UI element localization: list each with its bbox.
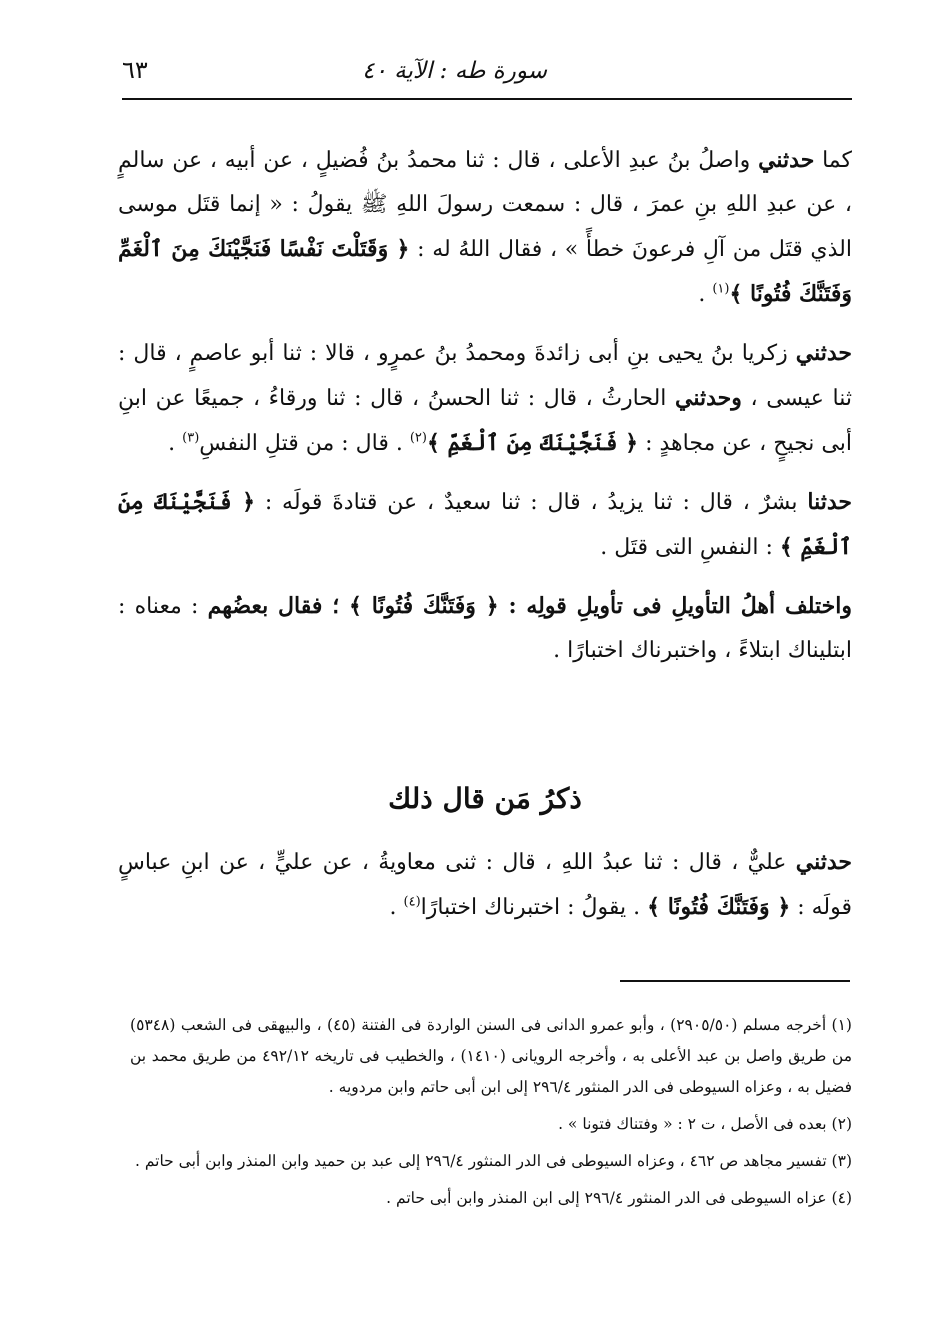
main-text [118, 138, 852, 673]
footnote-1: (١) أخرجه مسلم (٢٩٠٥/٥٠) ، وأبو عمرو الدانى فى السنن الواردة فى الفتنة (٤٥) ، والبيهقى فى الشعب (٥٣٤٨) من طريق واصل بن عبد الأعلى به ، وأخرجه الرويانى (١٤١٠) ، والخطيب فى تاريخه ٤٩٢/١٢ من طريق محمد بن فضيل به ، وعزاه السيوطى فى الدر المنثور ٢٩٦/٤ إلى ابن أبى حاتم وابن مردويه . [130, 1016, 853, 1096]
quran-verse: ﴿ وَقَتَلْتَ نَفْسًا فَنَجَّيْنَكَ مِنَ ٱلْغَمِّ وَفَتَنَّكَ فُتُونًا ﴾ [118, 236, 852, 307]
paragraph-5-lead: حدثني [795, 849, 852, 875]
footnote-divider [620, 980, 850, 982]
paragraph-3-text: بشرٌ ، قال : ثنا يزيدُ ، قال : ثنا سعيدٌ ، عن قتادةَ قولَه : [255, 490, 808, 515]
quran-verse: ﴿ وَفَتَنَّكَ فُتُونًا ﴾ [339, 593, 509, 619]
paragraph-2-text3: . قال : من قتلِ النفسِ [199, 431, 410, 456]
footnote-4: (٤) عزاه السيوطى فى الدر المنثور ٢٩٦/٤ إلى ابن المنذر وابن أبى حاتم . [386, 1189, 852, 1207]
paragraph-5-text: عليٌّ ، قال : ثنا عبدُ اللهِ ، قال : ثنى معاويةُ ، عن عليٍّ ، عن ابنِ عباسٍ قولَه : [118, 850, 852, 920]
footnote-ref-4: (٤) [403, 894, 421, 910]
page-header [122, 52, 852, 100]
paragraph-2-tail: . [168, 431, 183, 456]
quran-verse: ﴿ فَنَجَّيْنَكَ مِنَ ٱلْغَمِّ ﴾ [426, 430, 639, 456]
footnote-ref-1: (١) [712, 281, 730, 297]
paragraph-1-lead: حدثني [758, 147, 815, 173]
main-text-2 [118, 840, 852, 930]
paragraph-3 [118, 480, 852, 570]
paragraph-2 [118, 331, 852, 466]
running-title: سورة طه : الآية ٤٠ [362, 58, 547, 84]
footnote-ref-3: (٣) [182, 430, 200, 446]
paragraph-4 [118, 584, 852, 673]
section-heading: ذكرُ مَن قال ذلك [388, 782, 582, 815]
paragraph-1-tail: . [698, 282, 713, 307]
footnote-ref-2: (٢) [409, 430, 427, 446]
footnotes [130, 1010, 852, 1220]
paragraph-2-mid: وحدثني [675, 385, 742, 411]
paragraph-4-mid: ؛ فقال بعضُهم [207, 593, 340, 619]
paragraph-5-text2: . يقولُ : اختبرناك اختبارًا [420, 895, 648, 920]
paragraph-1 [118, 138, 852, 317]
quran-verse: ﴿ وَفَتَنَّكَ فُتُونًا ﴾ [647, 894, 791, 920]
paragraph-2-lead: حدثني [795, 340, 852, 366]
paragraph-3-lead: حدثنا [807, 489, 852, 515]
paragraph-2-text2: الحارثُ ، قال : ثنا الحسنُ ، قال : ثنا ورقاءُ ، جميعًا عن ابنِ أبى نجيحٍ ، عن مجاهدٍ : [118, 386, 852, 456]
paragraph-4-tail: : معناه : ابتليناك ابتلاءً ، واختبرناك اختبارًا . [118, 594, 852, 663]
paragraph-1-pre: كما [814, 148, 852, 173]
quran-verse: ﴿ فَنَجَّيْنَكَ مِنَ ٱلْغَمِّ ﴾ [118, 489, 852, 560]
paragraph-1-text: واصلُ بنُ عبدِ الأعلى ، قال : ثنا محمدُ بنُ فُضيلٍ ، عن أبيه ، عن سالمٍ ، عن عبدِ اللهِ بنِ عمرَ ، قال : سمعت رسولَ اللهِ ﷺ يقولُ : « إنما قتَل موسى الذي قتَل من آلِ فرعونَ خطأً » ، فقال اللهُ له : [118, 148, 852, 262]
paragraph-5 [118, 840, 852, 930]
footnote-3: (٣) تفسير مجاهد ص ٤٦٢ ، وعزاه السيوطى فى الدر المنثور ٢٩٦/٤ إلى عبد بن حميد وابن المنذر وابن أبى حاتم . [134, 1152, 852, 1170]
page-number: ٦٣ [122, 56, 148, 84]
paragraph-3-tail: : النفسِ التى قتَل . [600, 535, 780, 560]
paragraph-4-lead: واختلف أهلُ التأويلِ فى تأويلِ قولِه : [508, 593, 852, 619]
footnote-2: (٢) بعده فى الأصل ، ت ٢ : « وفتناك فتونا » . [558, 1115, 852, 1133]
paragraph-5-tail: . [389, 895, 404, 920]
paragraph-2-text: زكريا بنُ يحيى بنِ أبى زائدةَ ومحمدُ بنُ عمرٍو ، قالا : ثنا أبو عاصمٍ ، قال : ثنا عيسى ، [118, 341, 852, 411]
